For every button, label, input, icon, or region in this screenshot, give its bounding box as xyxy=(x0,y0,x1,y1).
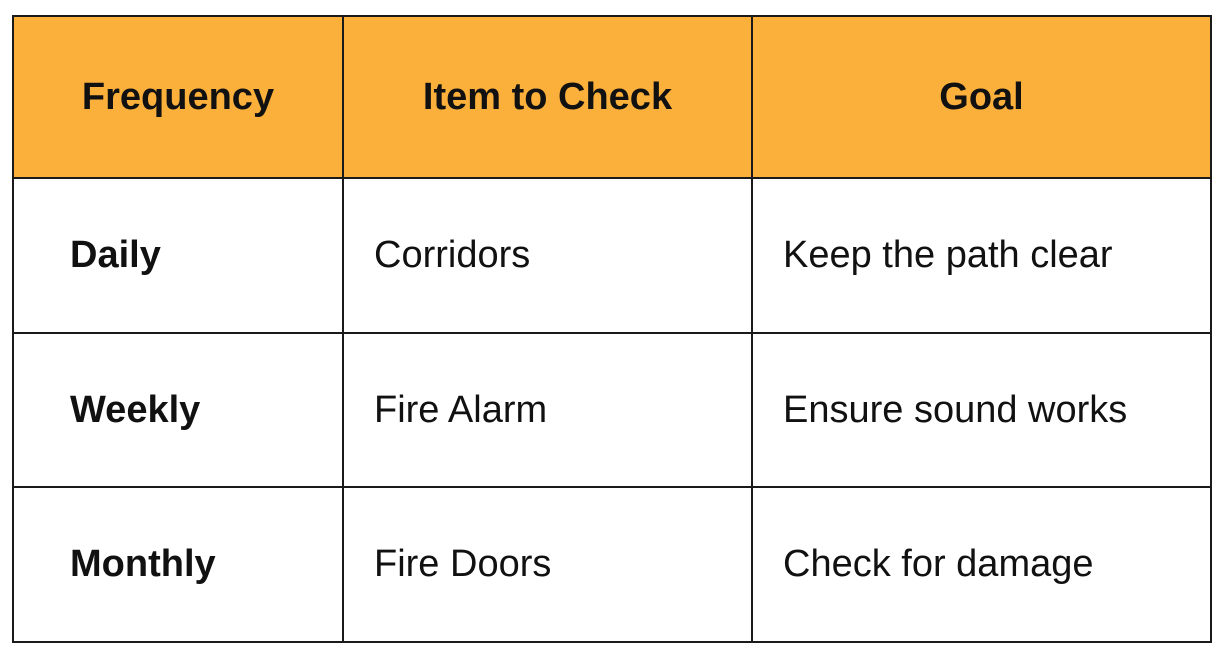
inspection-schedule-table xyxy=(12,15,1212,643)
table-cell-goal: Ensure sound works xyxy=(753,334,1210,488)
header-goal: Goal xyxy=(753,17,1210,179)
table-cell-item: Fire Alarm xyxy=(344,334,753,488)
table-cell-frequency: Daily xyxy=(14,179,344,334)
table-cell-item: Fire Doors xyxy=(344,488,753,641)
table-cell-goal: Check for damage xyxy=(753,488,1210,641)
table-cell-frequency: Monthly xyxy=(14,488,344,641)
header-frequency: Frequency xyxy=(14,17,344,179)
table-cell-goal: Keep the path clear xyxy=(753,179,1210,334)
table-cell-item: Corridors xyxy=(344,179,753,334)
header-item-to-check: Item to Check xyxy=(344,17,753,179)
table-cell-frequency: Weekly xyxy=(14,334,344,488)
